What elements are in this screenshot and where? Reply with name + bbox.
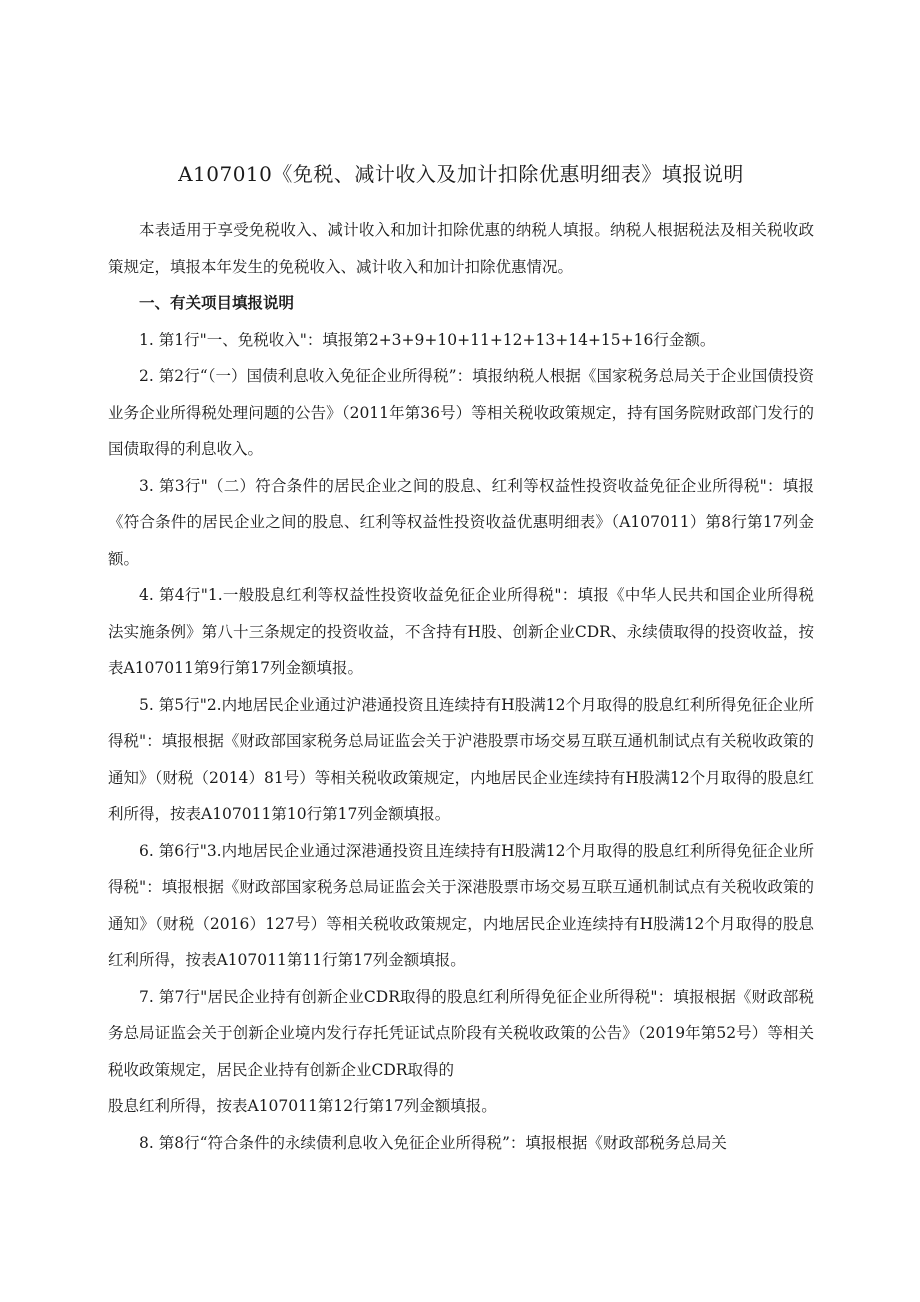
- document-page: [108, 156, 814, 1161]
- item-paragraph: 5. 第5行"2.内地居民企业通过沪港通投资且连续持有H股满12个月取得的股息红利所得免征企业所得税"：填报根据《财政部国家税务总局证监会关于沪港股票市场交易互联互通机制试点有关税收政策的通知》（财税（2014）81号）等相关税收政策规定，内地居民企业连续持有H股满12个月取得的股息红利所得，按表A107011第10行第17列金额填报。: [108, 695, 814, 823]
- item-paragraph: 1. 第1行"一、免税收入"：填报第2+3+9+10+11+12+13+14+15+16行金额。: [139, 330, 716, 349]
- item-paragraph: 4. 第4行"1.一般股息红利等权益性投资收益免征企业所得税"：填报《中华人民共和国企业所得税法实施条例》第八十三条规定的投资收益，不含持有H股、创新企业CDR、永续债取得的投资收益，按表A107011第9行第17列金额填报。: [108, 586, 814, 677]
- item-paragraph: 3. 第3行"（二）符合条件的居民企业之间的股息、红利等权益性投资收益免征企业所得税"：填报《符合条件的居民企业之间的股息、红利等权益性投资收益优惠明细表》（A107011）第8行第17列金额。: [108, 476, 814, 568]
- item-paragraph: 6. 第6行"3.内地居民企业通过深港通投资且连续持有H股满12个月取得的股息红利所得免征企业所得税"：填报根据《财政部国家税务总局证监会关于深港股票市场交易互联互通机制试点有关税收政策的通知》（财税（2016）127号）等相关税收政策规定，内地居民企业连续持有H股满12个月取得的股息红利所得，按表A107011第11行第17列金额填报。: [108, 841, 814, 969]
- intro-paragraph: 本表适用于享受免税收入、减计收入和加计扣除优惠的纳税人填报。纳税人根据税法及相关税收政策规定，填报本年发生的免税收入、减计收入和加计扣除优惠情况。: [108, 221, 814, 276]
- item-paragraph: 8. 第8行“符合条件的永续债利息收入免征企业所得税”：填报根据《财政部税务总局关: [139, 1133, 727, 1152]
- section-heading: 一、有关项目填报说明: [139, 294, 295, 312]
- document-title: A107010《免税、减计收入及加计扣除优惠明细表》填报说明: [178, 162, 744, 186]
- item-paragraph: 7. 第7行"居民企业持有创新企业CDR取得的股息红利所得免征企业所得税"：填报根据《财政部税务总局证监会关于创新企业境内发行存托凭证试点阶段有关税收政策的公告》（2019年第52号）等相关税收政策规定，居民企业持有创新企业CDR取得的: [108, 987, 814, 1079]
- item-continuation: 股息红利所得，按表A107011第12行第17列金额填报。: [108, 1097, 497, 1115]
- item-paragraph: 2. 第2行“（一）国债利息收入免征企业所得税”：填报纳税人根据《国家税务总局关于企业国债投资业务企业所得税处理问题的公告》（2011年第36号）等相关税收政策规定，持有国务院财政部门发行的国债取得的利息收入。: [108, 367, 814, 458]
